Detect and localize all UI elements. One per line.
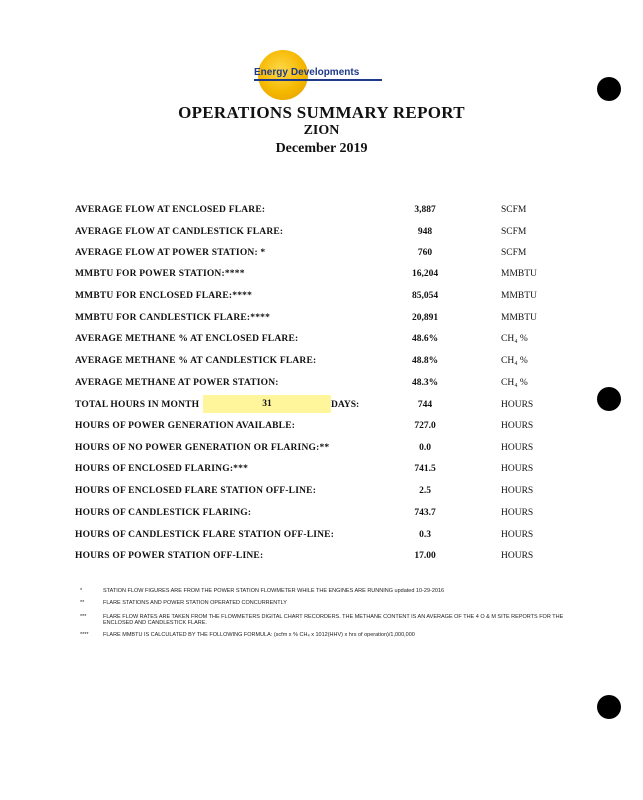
footnote-mark: **** xyxy=(80,632,89,638)
table-row xyxy=(0,421,643,437)
row-label: AVERAGE FLOW AT POWER STATION: * xyxy=(75,248,266,258)
row-unit: HOURS xyxy=(501,508,534,518)
binder-hole-icon xyxy=(597,77,621,101)
row-value: 0.3 xyxy=(419,530,431,540)
table-row xyxy=(0,356,643,372)
table-row xyxy=(0,313,643,329)
row-value: 741.5 xyxy=(414,464,436,474)
table-row xyxy=(0,378,643,394)
row-unit: CH₄ % xyxy=(501,334,528,344)
row-unit: HOURS xyxy=(501,464,534,474)
footnote-text: STATION FLOW FIGURES ARE FROM THE POWER STATION FLOWMETER WHILE THE ENGINES ARE RUNNING updated 10-29-2016 xyxy=(103,588,445,594)
row-unit: SCFM xyxy=(501,205,527,215)
row-label: MMBTU FOR POWER STATION:**** xyxy=(75,269,245,279)
row-value: 16,204 xyxy=(411,269,439,279)
row-label: AVERAGE METHANE % AT ENCLOSED FLARE: xyxy=(75,334,299,344)
days-label: DAYS: xyxy=(331,400,360,410)
row-label: HOURS OF CANDLESTICK FLARE STATION OFF-LINE: xyxy=(75,530,335,540)
row-label: HOURS OF CANDLESTICK FLARING: xyxy=(75,508,252,518)
table-row xyxy=(0,464,643,480)
row-value: 48.3% xyxy=(411,378,439,388)
row-value: 727.0 xyxy=(414,421,436,431)
row-label: TOTAL HOURS IN MONTH xyxy=(75,400,200,410)
row-label: AVERAGE FLOW AT ENCLOSED FLARE: xyxy=(75,205,266,215)
binder-hole-icon xyxy=(597,387,621,411)
row-unit: HOURS xyxy=(501,551,534,561)
row-value: 2.5 xyxy=(419,486,431,496)
footnote-mark: * xyxy=(80,588,83,594)
binder-hole-icon xyxy=(597,695,621,719)
logo-word-developments: Developments xyxy=(290,67,360,78)
row-unit: SCFM xyxy=(501,248,527,258)
table-row xyxy=(0,400,643,416)
row-label: HOURS OF POWER GENERATION AVAILABLE: xyxy=(75,421,296,431)
report-period: December 2019 xyxy=(275,141,368,156)
table-row xyxy=(0,269,643,285)
row-unit: SCFM xyxy=(501,227,527,237)
table-row xyxy=(0,227,643,243)
energy-developments-logo xyxy=(250,50,390,100)
row-unit: MMBTU xyxy=(501,291,537,301)
table-row xyxy=(0,486,643,502)
row-label: AVERAGE FLOW AT CANDLESTICK FLARE: xyxy=(75,227,284,237)
row-value: 3,887 xyxy=(414,205,436,215)
footnote-text: FLARE FLOW RATES ARE TAKEN FROM THE FLOWMETERS DIGITAL CHART RECORDERS. THE METHANE CONTENT IS AN AVERAGE OF THE 4 O & M SITE REPORTS FOR THE ENCLOSED AND CANDLESTICK FLARE. xyxy=(103,614,564,626)
row-value: 85,054 xyxy=(411,291,439,301)
month-days-highlight: 31 xyxy=(203,395,331,413)
table-row xyxy=(0,508,643,524)
logo-wordmark xyxy=(254,67,359,78)
footnote-text: FLARE MMBTU IS CALCULATED BY THE FOLLOWING FORMULA: (scfm x % CH₄ x 1012(HHV) x hrs of operation)/1,000,000 xyxy=(103,632,415,638)
row-unit: CH₄ % xyxy=(501,356,528,366)
row-unit: HOURS xyxy=(501,486,534,496)
row-label: AVERAGE METHANE % AT CANDLESTICK FLARE: xyxy=(75,356,317,366)
row-value: 48.8% xyxy=(411,356,439,366)
logo-underline xyxy=(254,79,382,81)
table-row xyxy=(0,334,643,350)
footnote-text: FLARE STATIONS AND POWER STATION OPERATED CONCURRENTLY xyxy=(103,600,287,606)
table-row xyxy=(0,248,643,264)
site-name: ZION xyxy=(303,123,340,138)
row-value: 17.00 xyxy=(414,551,436,561)
row-value: 48.6% xyxy=(411,334,439,344)
logo-word-energy: Energy xyxy=(254,67,288,78)
table-row xyxy=(0,291,643,307)
row-value: 760 xyxy=(417,248,433,258)
row-unit: HOURS xyxy=(501,443,534,453)
row-value: 743.7 xyxy=(414,508,436,518)
table-row xyxy=(0,530,643,546)
report-title: OPERATIONS SUMMARY REPORT xyxy=(178,103,465,122)
row-label: HOURS OF POWER STATION OFF-LINE: xyxy=(75,551,264,561)
row-unit: MMBTU xyxy=(501,269,537,279)
row-unit: HOURS xyxy=(501,530,534,540)
row-value: 20,891 xyxy=(411,313,439,323)
row-label: MMBTU FOR ENCLOSED FLARE:**** xyxy=(75,291,253,301)
row-label: HOURS OF ENCLOSED FLARING:*** xyxy=(75,464,249,474)
row-value: 0.0 xyxy=(419,443,431,453)
table-row xyxy=(0,205,643,221)
row-label: HOURS OF ENCLOSED FLARE STATION OFF-LINE: xyxy=(75,486,317,496)
table-row xyxy=(0,443,643,459)
row-unit: MMBTU xyxy=(501,313,537,323)
row-value: 744 xyxy=(417,400,433,410)
row-label: MMBTU FOR CANDLESTICK FLARE:**** xyxy=(75,313,271,323)
row-unit: HOURS xyxy=(501,421,534,431)
row-unit: CH₄ % xyxy=(501,378,528,388)
footnote-mark: *** xyxy=(80,614,87,620)
row-label: HOURS OF NO POWER GENERATION OR FLARING:** xyxy=(75,443,330,453)
row-unit: HOURS xyxy=(501,400,534,410)
table-row xyxy=(0,551,643,567)
row-label: AVERAGE METHANE AT POWER STATION: xyxy=(75,378,279,388)
row-value: 948 xyxy=(417,227,433,237)
footnote-mark: ** xyxy=(80,600,85,606)
